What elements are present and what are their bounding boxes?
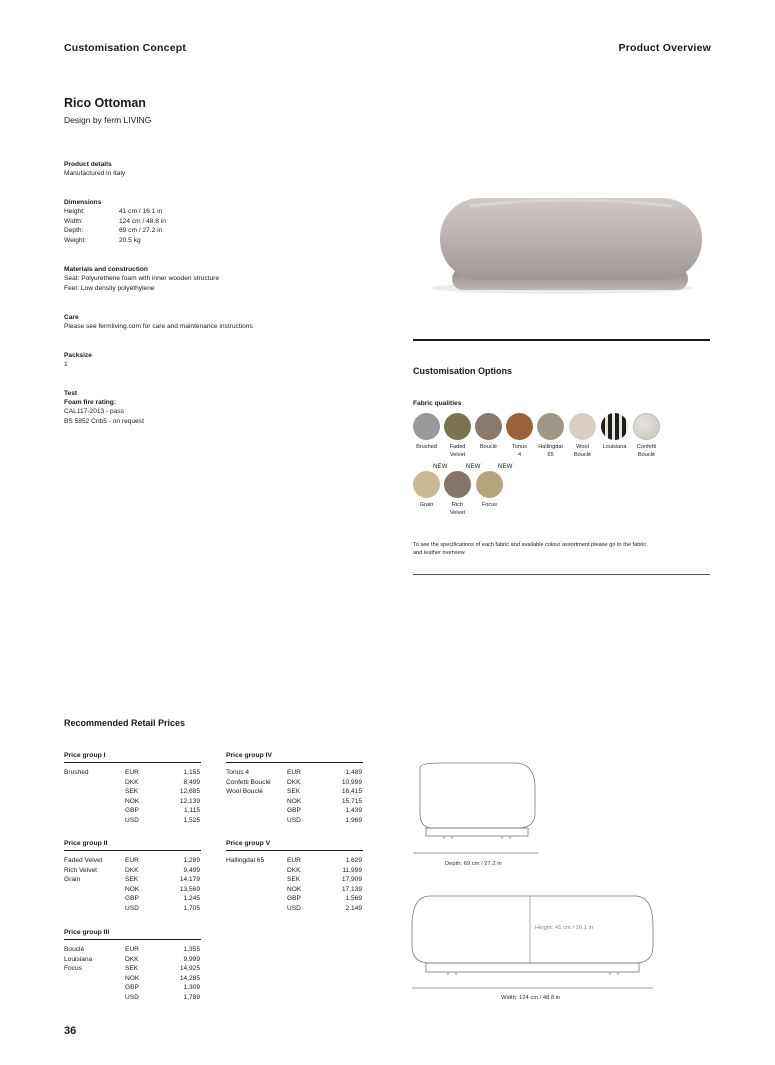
dimension-row: Weight: 20.5 kg xyxy=(64,236,141,244)
price-group-rule xyxy=(226,762,363,763)
product-designer: Design by ferm LIVING xyxy=(64,115,152,125)
price-group-fabric: Brushed xyxy=(64,769,89,776)
width-view-outline xyxy=(412,896,653,963)
price-value: 8,499 xyxy=(183,778,200,786)
price-value: 1,569 xyxy=(345,895,362,903)
dimensions-label: Dimensions xyxy=(64,199,102,206)
test-label: Test xyxy=(64,390,78,397)
price-value: 2,149 xyxy=(345,905,362,912)
price-value: 11,999 xyxy=(342,866,362,874)
product-details-text: Manufactured in Italy xyxy=(64,170,126,177)
price-group-title: Price group IV xyxy=(226,752,273,759)
fabric-label: Bouclé xyxy=(479,444,498,450)
currency-code: EUR xyxy=(125,769,139,776)
price-value: 1,489 xyxy=(345,769,362,776)
new-tag: NEW xyxy=(498,464,513,470)
currency-code: NOK xyxy=(287,797,302,805)
price-group-rule xyxy=(64,939,201,940)
currency-code: GBP xyxy=(125,984,139,992)
dimension-row: Height: 41 cm / 16.1 in xyxy=(64,208,163,215)
price-value: 1,115 xyxy=(183,807,200,815)
price-value: 14,925 xyxy=(179,965,200,973)
price-group-fabric: Faded Velvet xyxy=(64,857,103,864)
price-group-fabric: Rich Velvet xyxy=(64,866,97,874)
fabric-note: To see the specifications of each fabric and available colour assortment please go to the fabric and leather overview xyxy=(413,542,647,556)
currency-code: USD xyxy=(125,817,139,824)
currency-code: DKK xyxy=(125,778,139,786)
new-tag: NEW xyxy=(466,464,481,470)
currency-code: SEK xyxy=(287,876,301,884)
product-title: Rico Ottoman xyxy=(64,96,146,110)
price-value: 13,569 xyxy=(179,885,200,893)
price-value: 9,499 xyxy=(183,866,200,874)
depth-caption: Depth: 69 cm / 27.2 in xyxy=(445,861,502,867)
fabric-title: Fabric qualities xyxy=(413,400,462,407)
currency-code: USD xyxy=(287,817,301,824)
currency-code: USD xyxy=(287,905,301,912)
price-value: 1,969 xyxy=(345,817,362,824)
prices-title: Recommended Retail Prices xyxy=(64,718,186,728)
price-value: 1,289 xyxy=(183,857,200,864)
fabric-label: Focus xyxy=(481,502,498,508)
currency-code: SEK xyxy=(287,788,301,796)
price-value: 12,139 xyxy=(179,797,200,805)
price-group-rule xyxy=(226,850,363,851)
price-value: 1,355 xyxy=(183,946,200,953)
currency-code: NOK xyxy=(125,797,140,805)
new-tag: NEW xyxy=(433,464,448,470)
price-group-fabric: Focus xyxy=(64,965,82,973)
packsize-section: Packsize 1 xyxy=(64,352,92,368)
care-label: Care xyxy=(64,314,79,321)
price-value: 14,179 xyxy=(179,876,200,884)
price-value: 17,909 xyxy=(341,876,362,884)
fabric-label: Wool Bouclé xyxy=(573,444,592,458)
currency-code: DKK xyxy=(287,778,301,786)
price-value: 1,309 xyxy=(183,984,200,992)
currency-code: USD xyxy=(125,994,139,1001)
customisation-title: Customisation Options xyxy=(413,366,512,376)
currency-code: USD xyxy=(125,905,139,912)
currency-code: NOK xyxy=(125,885,140,893)
price-value: 17,139 xyxy=(341,885,362,893)
price-group-title: Price group V xyxy=(226,840,271,847)
dimension-row: Width: 124 cm / 48.8 in xyxy=(64,217,166,225)
currency-code: DKK xyxy=(125,866,139,874)
currency-code: SEK xyxy=(125,876,139,884)
currency-code: DKK xyxy=(125,955,139,963)
fabric-label: Brushed xyxy=(416,444,437,450)
width-caption: Width: 124 cm / 48.8 in xyxy=(501,995,561,1001)
currency-code: GBP xyxy=(287,807,301,815)
price-group-fabric: Bouclé xyxy=(64,946,85,953)
packsize-label: Packsize xyxy=(64,352,92,359)
header-left: Customisation Concept xyxy=(64,42,187,54)
price-value: 1,705 xyxy=(183,905,200,912)
product-details-label: Product details xyxy=(64,161,112,168)
price-group-rule xyxy=(64,850,201,851)
care-section: Care Please see fermliving.com for care and maintenance instructions xyxy=(64,314,253,330)
price-group-fabric: Hallingdal 65 xyxy=(226,857,265,864)
price-group-title: Price group II xyxy=(64,840,108,847)
price-value: 15,715 xyxy=(341,797,362,805)
price-group-fabric: Confetti Bouclé xyxy=(226,778,271,786)
width-view-base xyxy=(426,963,639,972)
fabric-label: Tonus 4 xyxy=(512,444,527,458)
currency-code: GBP xyxy=(125,895,139,903)
price-value: 10,999 xyxy=(341,778,362,786)
price-value: 1,245 xyxy=(183,895,200,903)
depth-view-outline xyxy=(420,763,535,828)
fabric-label: Grain xyxy=(419,502,434,508)
price-value: 1,629 xyxy=(345,857,362,864)
currency-code: EUR xyxy=(287,769,301,776)
price-value: 14,285 xyxy=(179,974,200,982)
fabric-label: Faded Velvet xyxy=(449,444,466,458)
price-value: 12,685 xyxy=(179,788,200,796)
fabric-label: Louisiana xyxy=(602,444,627,450)
currency-code: NOK xyxy=(125,974,140,982)
currency-code: GBP xyxy=(125,807,139,815)
price-value: 16,415 xyxy=(341,788,362,796)
test-section: Test Foam fire rating: CAL117-2013 - pass BS 5852 Crib5 - on request xyxy=(64,390,144,425)
price-value: 1,789 xyxy=(183,994,200,1001)
currency-code: SEK xyxy=(125,965,139,973)
price-group-fabric: Louisiana xyxy=(64,955,93,963)
currency-code: GBP xyxy=(287,895,301,903)
price-value: 1,525 xyxy=(183,817,200,824)
price-value: 9,999 xyxy=(183,955,200,963)
materials-label: Materials and construction xyxy=(64,266,148,273)
price-group-title: Price group III xyxy=(64,929,110,936)
technical-drawings xyxy=(410,758,720,1008)
currency-code: NOK xyxy=(287,885,302,893)
price-value: 1,155 xyxy=(183,769,200,776)
fabric-label: Hallingdal 65 xyxy=(538,444,563,458)
currency-code: SEK xyxy=(125,788,139,796)
currency-code: EUR xyxy=(287,857,301,864)
currency-code: DKK xyxy=(287,866,301,874)
price-group-fabric: Grain xyxy=(64,876,81,884)
page-number: 36 xyxy=(64,1025,77,1037)
price-group-rule xyxy=(64,762,201,763)
price-group-fabric: Tonus 4 xyxy=(226,769,250,776)
fabric-label: Confetti Bouclé xyxy=(636,444,657,458)
depth-view-base xyxy=(426,828,528,836)
price-group-title: Price group I xyxy=(64,752,106,759)
price-group-fabric: Wool Bouclé xyxy=(226,788,263,796)
currency-code: EUR xyxy=(125,857,139,864)
dimension-row: Depth: 69 cm / 27.2 in xyxy=(64,227,163,234)
price-value: 1,439 xyxy=(345,807,362,815)
materials-section: Materials and construction Seat: Polyurethene foam with inner wooden structure Feet: Low density polyethylene xyxy=(64,266,220,292)
header-right: Product Overview xyxy=(618,42,711,54)
height-caption: Height: 41 cm / 16.1 in xyxy=(535,925,594,931)
currency-code: EUR xyxy=(125,946,139,953)
fabric-label: Rich Velvet xyxy=(449,502,466,516)
